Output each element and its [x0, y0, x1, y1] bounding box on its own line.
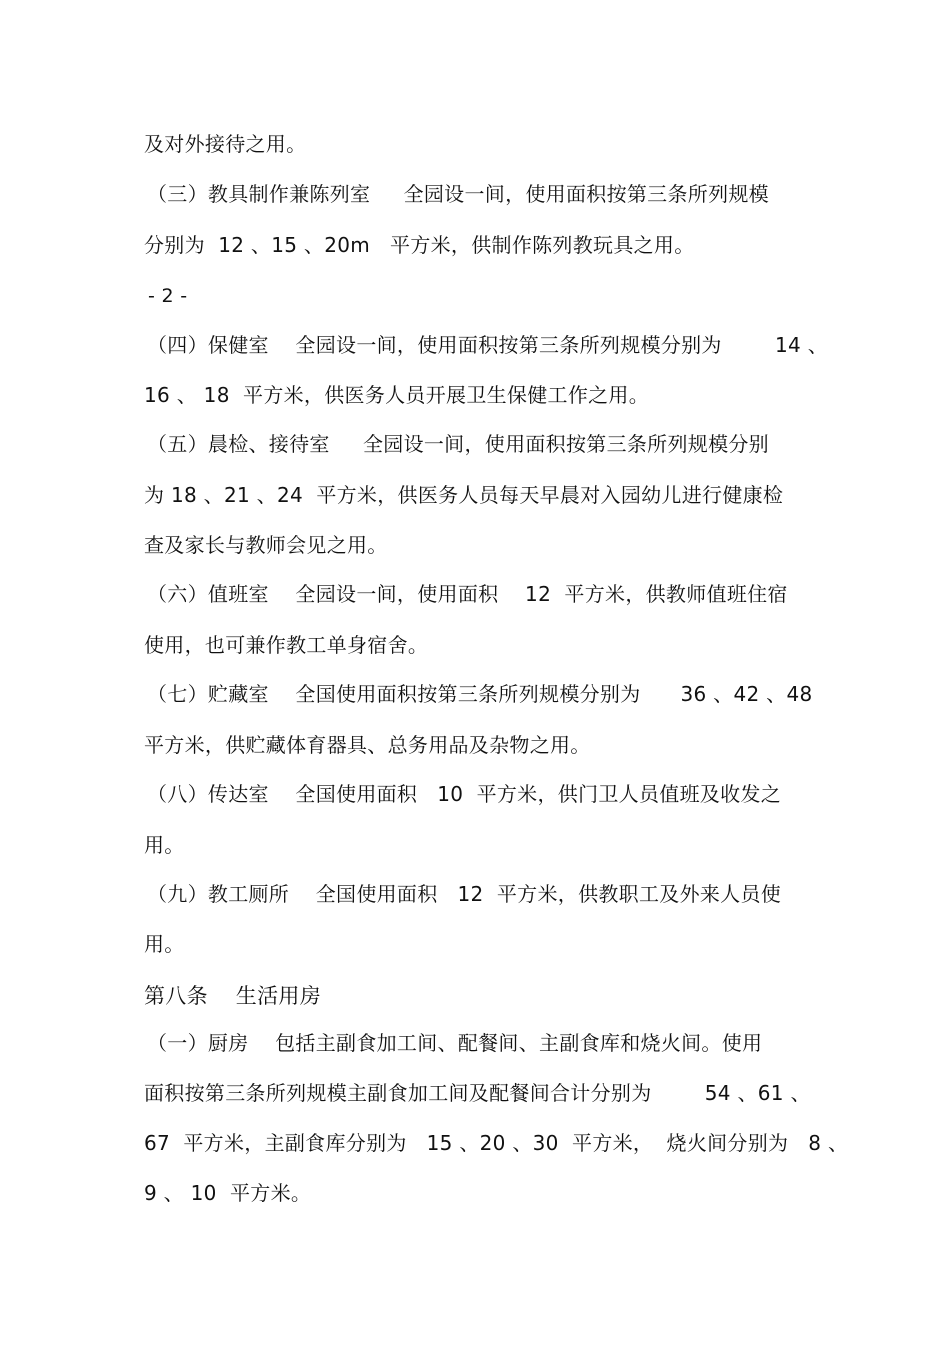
text-line: （七）贮藏室 全国使用面积按第三条所列规模分别为 36 、42 、48 [147, 682, 813, 706]
text-line: （一）厨房 包括主副食加工间、配餐间、主副食库和烧火间。使用 [147, 1031, 763, 1055]
text-line: 面积按第三条所列规模主副食加工间及配餐间合计分别为 54 、61 、 [144, 1081, 811, 1105]
text-line: （九）教工厕所 全国使用面积 12 平方米，供教职工及外来人员使 [147, 882, 782, 906]
page-number: - 2 - [148, 285, 188, 307]
text-line: （六）值班室 全园设一间，使用面积 12 平方米，供教师值班住宿 [147, 582, 788, 606]
text-line: 及对外接待之用。 [144, 132, 307, 156]
text-line: 用。 [144, 833, 185, 857]
text-line: 16 、 18 平方米，供医务人员开展卫生保健工作之用。 [144, 383, 650, 407]
text-line: （八）传达室 全国使用面积 10 平方米，供门卫人员值班及收发之 [147, 782, 782, 806]
text-line: 查及家长与教师会见之用。 [144, 533, 388, 557]
text-line: （四）保健室 全园设一间，使用面积按第三条所列规模分别为 14 、 [147, 333, 828, 357]
text-line: 为 18 、21 、24 平方米，供医务人员每天早晨对入园幼儿进行健康检 [144, 483, 784, 507]
text-line: 67 平方米，主副食库分别为 15 、20 、30 平方米， 烧火间分别为 8 、 [144, 1131, 849, 1155]
text-line: 使用，也可兼作教工单身宿舍。 [144, 633, 429, 657]
text-line: 9 、 10 平方米。 [144, 1181, 312, 1205]
text-line: 分别为 12 、15 、20m 平方米，供制作陈列教玩具之用。 [144, 233, 695, 257]
text-line: （三）教具制作兼陈列室 全园设一间，使用面积按第三条所列规模 [147, 182, 769, 206]
text-line: 用。 [144, 932, 185, 956]
section-heading: 第八条 生活用房 [144, 984, 322, 1008]
text-line: （五）晨检、接待室 全园设一间，使用面积按第三条所列规模分别 [147, 432, 769, 456]
text-line: 平方米，供贮藏体育器具、总务用品及杂物之用。 [144, 733, 591, 757]
